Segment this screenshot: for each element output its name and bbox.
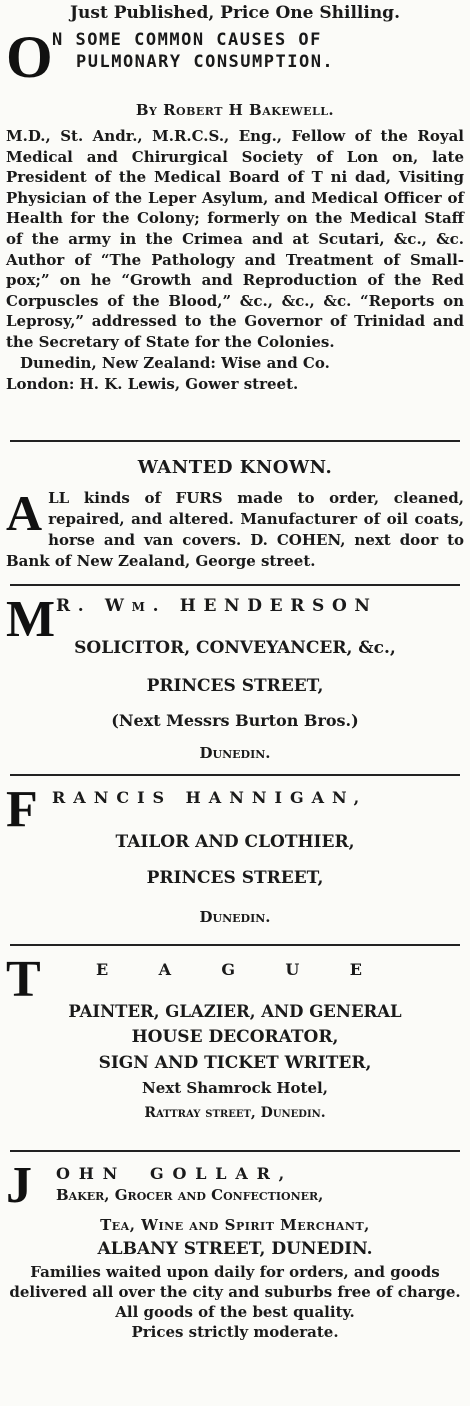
wanted-heading: WANTED KNOWN. [137, 457, 333, 478]
dropcap-f: F [6, 781, 38, 838]
london-publisher: London: H. K. Lewis, Gower street. [6, 374, 299, 393]
dropcap-a: A [6, 485, 43, 541]
divider [10, 944, 460, 946]
teague-trade: PAINTER, GLAZIER, AND GENERAL [68, 1002, 402, 1021]
furs-text: LL kinds of FURS made to order, cleaned, repaired, and altered. Manufacturer of oil coats, horse and van covers. D. COHEN, next door to Bank of New Zealand, George street. [6, 489, 464, 570]
book-title-line1: N SOME COMMON CAUSES OF [52, 30, 322, 50]
hannigan-street: PRINCES STREET, [146, 868, 324, 888]
teague-address: Rattray street, Dunedin. [144, 1105, 326, 1121]
advert-teague [6, 952, 464, 1148]
advert-cohen [6, 448, 464, 576]
author-credentials: M.D., St. Andr., M.R.C.S., Eng., Fellow of the Royal Medical and Chirurgical Society of Lon on, late President of the Medical Board of T ni dad, Visiting Physician of the Leper Asylum, and Medical Officer of Health for the Colony; formerly on the Medical Staff of the army in the Crimea and at Scutari, &c., &c. Author of “The Pathology and Treatment of Small-pox;” on he “Growth and Reproduction of the Red Corpuscles of the Blood,” &c., &c., &c. “Reports on Leprosy,” addressed to the Governor of Trinidad and the Secretary of State for the Colonies. [6, 127, 464, 351]
henderson-city: Dunedin. [199, 744, 271, 762]
gollar-prices: Prices strictly moderate. [131, 1323, 339, 1341]
teague-writer: SIGN AND TICKET WRITER, [98, 1053, 372, 1073]
byline: By Robert H Bakewell. [135, 101, 335, 119]
henderson-street: PRINCES STREET, [146, 676, 324, 696]
dropcap-o: O [6, 24, 53, 90]
hannigan-name: RANCIS HANNIGAN, [52, 788, 368, 807]
gollar-delivery-text: Families waited upon daily for orders, and goods delivered all over the city and suburbs free of charge. All goods of the best quality. [9, 1263, 461, 1321]
divider [10, 1150, 460, 1152]
henderson-profession: SOLICITOR, CONVEYANCER, &c., [74, 638, 396, 658]
hannigan-city: Dunedin. [199, 908, 271, 926]
gollar-merchant: Tea, Wine and Spirit Merchant, [100, 1216, 370, 1234]
teague-decorator: HOUSE DECORATOR, [131, 1027, 339, 1047]
dropcap-j: J [6, 1157, 32, 1214]
gollar-address: ALBANY STREET, DUNEDIN. [97, 1239, 373, 1259]
henderson-name: R. Wm. HENDERSON [56, 596, 378, 616]
dropcap-m: M [6, 591, 56, 648]
publication-announcement: Just Published, Price One Shilling. [70, 3, 400, 23]
divider [10, 584, 460, 586]
teague-name: E A G U E [96, 960, 362, 979]
dropcap-t: T [6, 951, 41, 1008]
gollar-name: OHN GOLLAR, [56, 1164, 294, 1183]
teague-landmark: Next Shamrock Hotel, [142, 1079, 328, 1097]
advert-gollar [6, 1158, 464, 1358]
advert-hannigan [6, 782, 464, 940]
divider [10, 774, 460, 776]
book-title-line2: PULMONARY CONSUMPTION. [76, 52, 335, 72]
hannigan-trade: TAILOR AND CLOTHIER, [115, 832, 355, 852]
dunedin-publisher: Dunedin, New Zealand: Wise and Co. [20, 353, 330, 372]
advert-bakewell [6, 0, 464, 428]
divider [10, 440, 460, 442]
gollar-trade: Baker, Grocer and Confectioner, [56, 1186, 324, 1204]
henderson-location-note: (Next Messrs Burton Bros.) [111, 711, 359, 730]
advert-henderson [6, 592, 464, 770]
